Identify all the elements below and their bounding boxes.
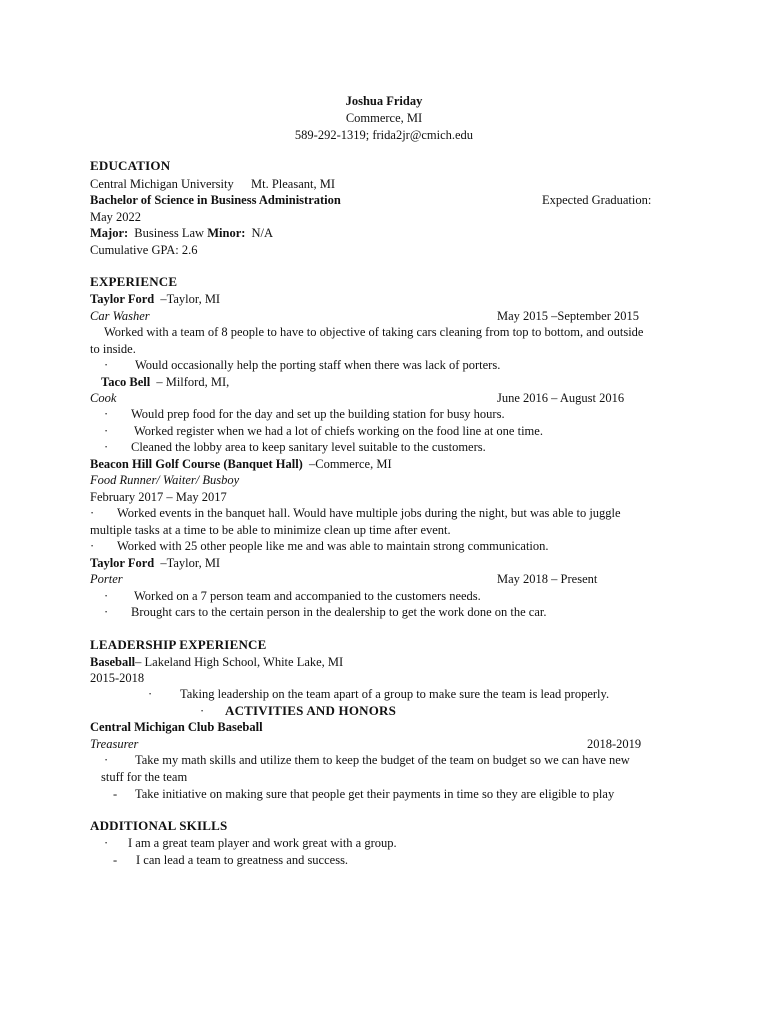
job-bullet: Cleaned the lobby area to keep sanitary level suitable to the customers. [131,440,486,454]
candidate-location: Commerce, MI [345,111,423,125]
job-header [90,456,392,472]
activities-bullet-continuation: stuff for the team [101,770,188,784]
job-title: Food Runner/ Waiter/ Busboy [90,473,240,487]
bullet-dot: · [104,358,109,372]
job-bullet-continuation: multiple tasks at a time to be able to minimize clean up time after event. [90,523,451,537]
education-school: Central Michigan University [90,177,234,191]
bullet-dot: · [148,687,153,701]
bullet-dot: · [90,539,95,553]
activities-role: Treasurer [90,737,139,751]
bullet-dot: · [104,589,109,603]
activities-bullet: Take my math skills and utilize them to keep the budget of the team on budget so we can have new [135,753,630,767]
leadership-bullet: Taking leadership on the team apart of a group to make sure the team is lead properly. [180,687,610,701]
job-header [90,555,220,571]
job-header [90,291,220,307]
job-bullet-continuation: to inside. [90,342,136,356]
education-expected-label: Expected Graduation: [542,193,652,207]
skill-item: I can lead a team to greatness and success. [136,853,349,867]
candidate-contact: 589-292-1319; frida2jr@cmich.edu [294,128,474,142]
leadership-location: – Lakeland High School, White Lake, MI [135,655,344,669]
bullet-dash: - [113,787,118,801]
activities-org: Central Michigan Club Baseball [90,720,263,734]
job-location: –Taylor, MI [160,292,221,306]
major-label: Major: [90,226,129,240]
job-employer: Taylor Ford [90,292,155,306]
job-employer: Taco Bell [101,375,151,389]
job-employer: Taylor Ford [90,556,155,570]
job-title: Cook [90,391,117,405]
skill-item: I am a great team player and work great with a group. [128,836,397,850]
education-degree: Bachelor of Science in Business Administration [90,193,341,207]
job-dates: May 2015 –September 2015 [497,309,639,323]
job-bullet: Worked with 25 other people like me and was able to maintain strong communication. [117,539,549,553]
bullet-dot: · [104,407,109,421]
job-bullet: Worked with a team of 8 people to have to objective of taking cars cleaning from top to bottom, and outside [104,325,644,339]
job-dates: May 2018 – Present [497,572,598,586]
job-location: –Commerce, MI [308,457,392,471]
bullet-dot: · [104,424,109,438]
minor-label: Minor: [207,226,246,240]
experience-heading: EXPERIENCE [90,274,178,289]
education-graduation-date: May 2022 [90,210,142,224]
bullet-dot: · [104,605,109,619]
bullet-dot: · [104,440,109,454]
job-employer: Beacon Hill Golf Course (Banquet Hall) [90,457,303,471]
candidate-name: Joshua Friday [345,94,423,108]
job-dates: June 2016 – August 2016 [497,391,625,405]
job-location: – Milford, MI, [156,375,230,389]
education-major-line [90,225,273,241]
major-value: Business Law [134,226,205,240]
job-bullet: Worked register when we had a lot of chiefs working on the food line at one time. [134,424,543,438]
bullet-dot: · [104,753,109,767]
job-bullet: Worked events in the banquet hall. Would have multiple jobs during the night, but was able to juggle [117,506,621,520]
bullet-dot: · [104,836,109,850]
job-bullet: Worked on a 7 person team and accompanied to the customers needs. [134,589,481,603]
job-title: Porter [90,572,123,586]
job-header [101,374,229,390]
leadership-org: Baseball [90,655,136,669]
job-bullet: Brought cars to the certain person in the dealership to get the work done on the car. [131,605,547,619]
job-location: –Taylor, MI [160,556,221,570]
activities-dates: 2018-2019 [587,737,642,751]
job-bullet: Would occasionally help the porting staff when there was lack of porters. [135,358,501,372]
job-bullet: Would prep food for the day and set up the building station for busy hours. [131,407,505,421]
leadership-header [90,654,343,670]
activities-heading: ACTIVITIES AND HONORS [225,703,397,718]
skills-heading: ADDITIONAL SKILLS [90,818,228,833]
minor-value: N/A [251,226,274,240]
job-title: Car Washer [90,309,150,323]
education-heading: EDUCATION [90,158,171,173]
bullet-dot: · [200,704,205,718]
job-dates: February 2017 – May 2017 [90,490,227,504]
activities-bullet: Take initiative on making sure that people get their payments in time so they are eligible to play [135,787,615,801]
education-school-location: Mt. Pleasant, MI [251,177,336,191]
leadership-dates: 2015-2018 [90,671,145,685]
bullet-dash: - [113,853,118,867]
bullet-dot: · [90,506,95,520]
education-gpa: Cumulative GPA: 2.6 [90,243,198,257]
leadership-heading: LEADERSHIP EXPERIENCE [90,637,267,652]
